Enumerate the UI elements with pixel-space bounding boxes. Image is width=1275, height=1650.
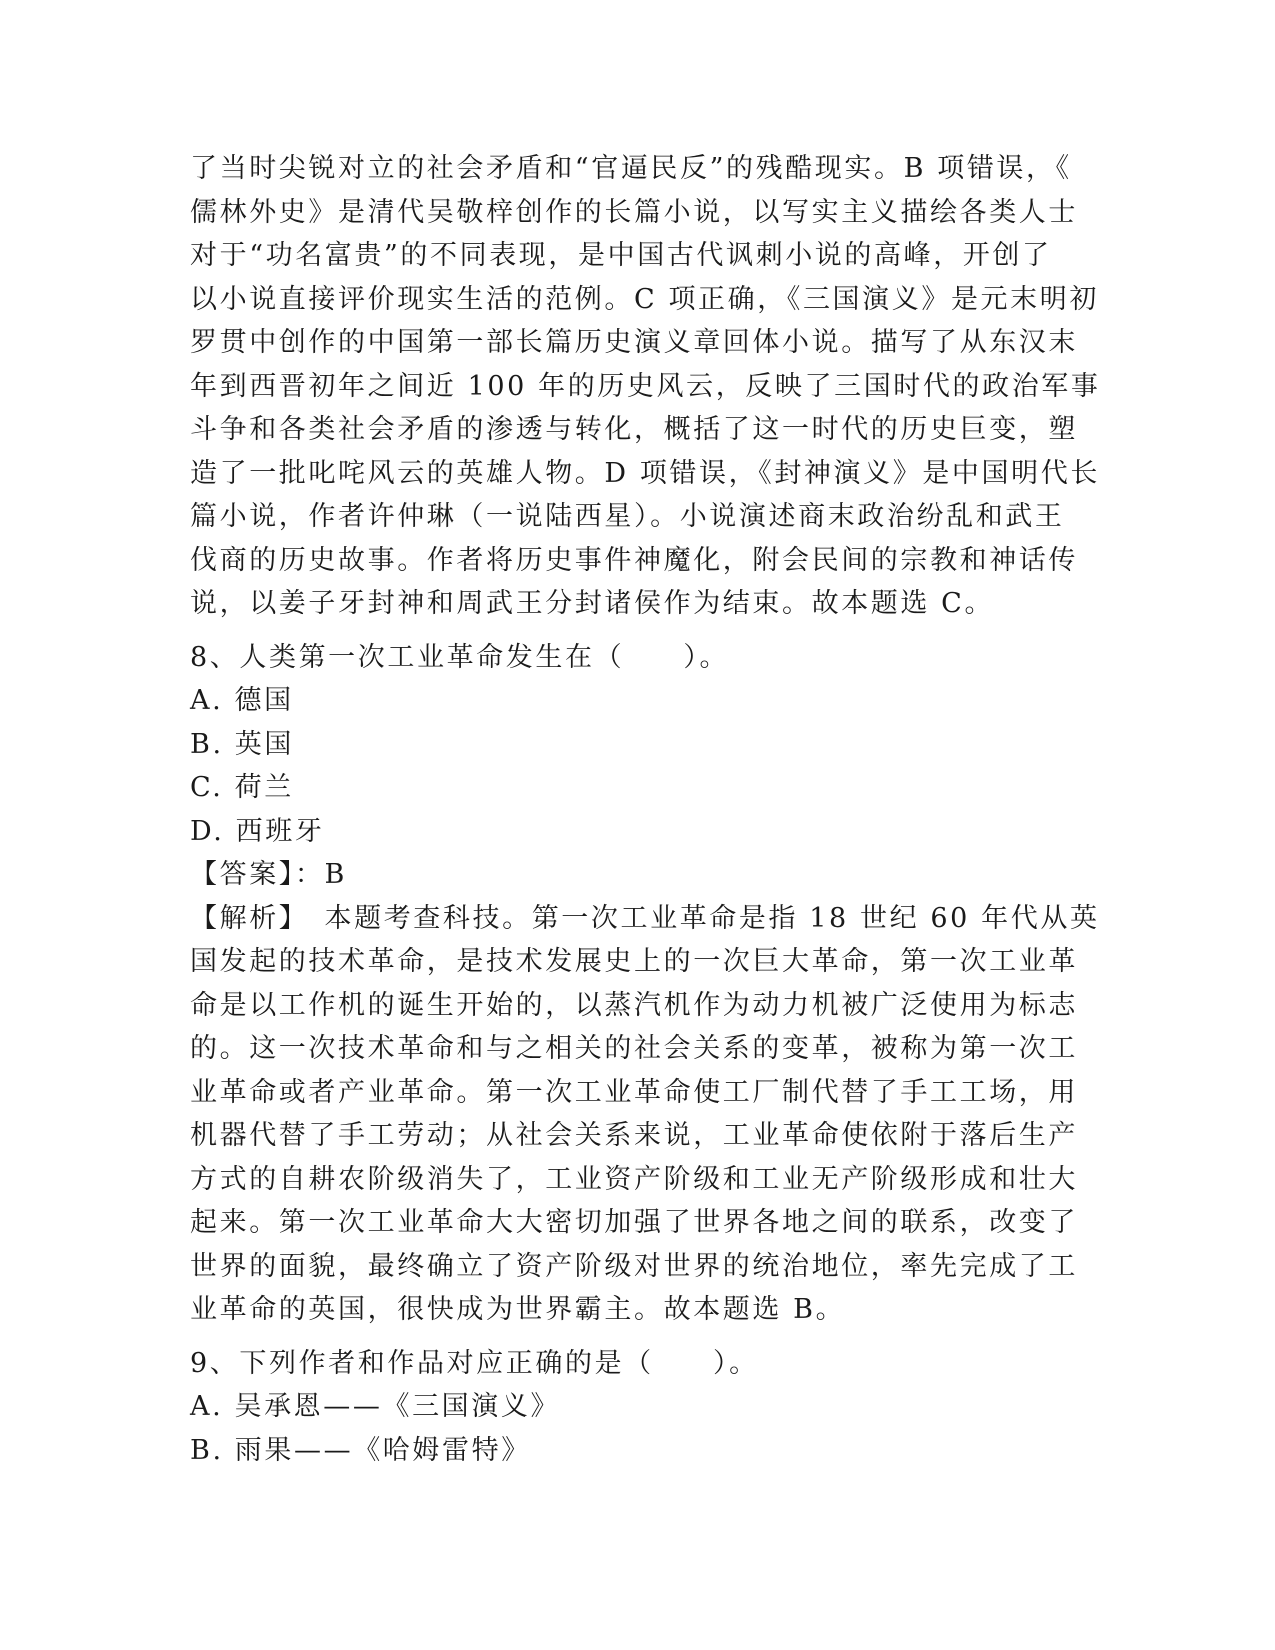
spacer [190,1332,1090,1342]
option-b: B. 英国 [190,728,295,760]
question-stem: 9、下列作者和作品对应正确的是（ ）。 [190,1347,759,1379]
answer-line: 【答案】：B [190,859,347,890]
option-b: B. 雨果——《哈姆雷特》 [190,1434,531,1466]
explanation-line: 世界的面貌，最终确立了资产阶级对世界的统治地位，率先完成了工 [190,1250,1078,1282]
text-line: 伐商的历史故事。作者将历史事件神魔化，附会民间的宗教和神话传 [190,544,1078,576]
explanation-line: 【解析】 本题考查科技。第一次工业革命是指 18 世纪 60 年代从英 [190,902,1100,934]
explanation-line: 起来。第一次工业革命大大密切加强了世界各地之间的联系，改变了 [190,1207,1078,1238]
explanation-line: 方式的自耕农阶级消失了，工业资产阶级和工业无产阶级形成和壮大 [190,1163,1078,1195]
text-line: 以小说直接评价现实生活的范例。C 项正确，《三国演义》是元末明初 [190,283,1099,315]
question-9 [190,1342,1090,1473]
option-a: A. 德国 [190,685,294,716]
text-line: 斗争和各类社会矛盾的渗透与转化，概括了这一时代的历史巨变，塑 [190,414,1078,445]
text-line: 年到西晋初年之间近 100 年的历史风云，反映了三国时代的政治军事 [190,370,1101,402]
explanation-line: 的。这一次技术革命和与之相关的社会关系的变革，被称为第一次工 [190,1033,1078,1064]
previous-question-explanation [190,147,1101,626]
option-c: C. 荷兰 [190,772,294,803]
text-line: 对于“功名富贵”的不同表现，是中国古代讽刺小说的高峰，开创了 [190,240,1052,271]
spacer [190,626,1090,636]
document-content [190,147,1101,1472]
text-line: 了当时尖锐对立的社会矛盾和“官逼民反”的残酷现实。B 项错误，《 [190,153,1072,184]
explanation-line: 命是以工作机的诞生开始的，以蒸汽机作为动力机被广泛使用为标志 [190,989,1078,1021]
explanation-line: 机器代替了手工劳动；从社会关系来说，工业革命使依附于落后生产 [190,1120,1078,1151]
text-line: 罗贯中创作的中国第一部长篇历史演义章回体小说。描写了从东汉末 [190,327,1078,358]
text-line: 儒林外史》是清代吴敬梓创作的长篇小说，以写实主义描绘各类人士 [190,196,1078,228]
option-d: D. 西班牙 [190,815,325,847]
question-8 [190,636,1100,1332]
question-stem: 8、人类第一次工业革命发生在（ ）。 [190,641,730,673]
text-line: 篇小说，作者许仲琳（一说陆西星）。小说演述商末政治纷乱和武王 [190,501,1065,532]
text-line: 说，以姜子牙封神和周武王分封诸侯作为结束。故本题选 C。 [190,588,995,619]
explanation-line: 业革命或者产业革命。第一次工业革命使工厂制代替了手工工场，用 [190,1076,1078,1108]
explanation-line: 业革命的英国，很快成为世界霸主。故本题选 B。 [190,1294,846,1325]
explanation-line: 国发起的技术革命，是技术发展史上的一次巨大革命，第一次工业革 [190,946,1078,977]
option-a: A. 吴承恩——《三国演义》 [190,1391,561,1422]
text-line: 造了一批叱咤风云的英雄人物。D 项错误，《封神演义》是中国明代长 [190,457,1100,489]
